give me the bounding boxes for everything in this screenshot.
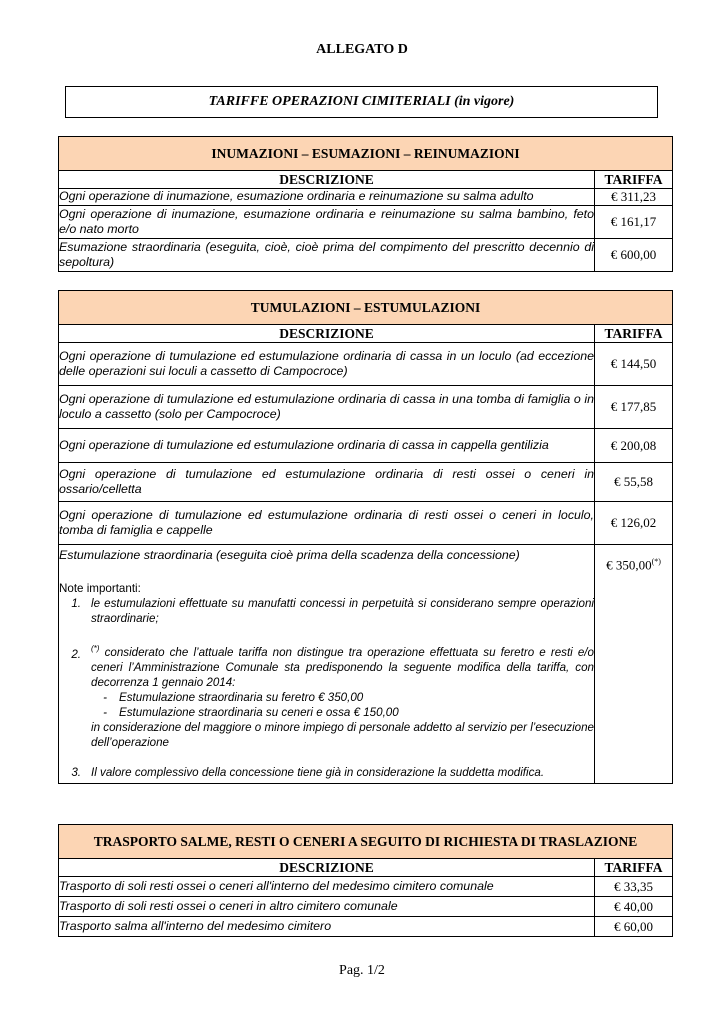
table-row [59,897,673,917]
note-number: 2. [71,647,81,661]
table-row [59,206,673,239]
row-price: € 55,58 [595,463,673,502]
row-description: Ogni operazione di tumulazione ed estumulazione ordinaria di resti ossei o ceneri in loculo, tomba di famiglia e cappelle [59,502,595,545]
note-number: 1. [71,596,81,610]
row-price: € 600,00 [595,239,673,272]
table-row [59,917,673,937]
tariff-table-tumulazioni [58,290,673,784]
note-dash-text: Estumulazione straordinaria su ceneri e ossa € 150,00 [119,705,399,719]
column-header-description: DESCRIZIONE [59,859,595,877]
document-heading: ALLEGATO D [316,42,408,57]
row-description: Ogni operazione di tumulazione ed estumulazione ordinaria di cassa in una tomba di famiglia o in loculo a cassetto (solo per Campocroce) [59,386,595,429]
document-subtitle-box [65,86,658,118]
row-description: Ogni operazione di inumazione, esumazione ordinaria e reinumazione su salma bambino, feto e/o nato morto [59,206,595,239]
column-header-description: DESCRIZIONE [59,325,595,343]
tariff-table-inumazioni [58,136,673,272]
row-description: Ogni operazione di tumulazione ed estumulazione ordinaria di resti ossei o ceneri in ossario/celletta [59,463,595,502]
table-row [59,239,673,272]
note-2 [59,641,594,750]
note-text-tail: in considerazione del maggiore o minore impiego di personale addetto al servizio per l’esecuzione dell’operazione [91,720,594,749]
dash-bullet: - [103,690,107,704]
note-number: 3. [71,765,81,779]
section-title: TRASPORTO SALME, RESTI O CENERI A SEGUITO DI RICHIESTA DI TRASLAZIONE [59,825,673,859]
note-text: Il valore complessivo della concessione tiene già in considerazione la suddetta modifica. [91,765,545,779]
document-subtitle: TARIFFE OPERAZIONI CIMITERIALI (in vigore) [208,94,515,109]
note-3 [59,765,594,780]
column-header-tariff: TARIFFA [595,325,673,343]
section-title: INUMAZIONI – ESUMAZIONI – REINUMAZIONI [59,137,673,171]
notes-intro: Note importanti: [59,581,141,595]
table-row [59,545,673,784]
row-price [595,545,673,784]
column-header-description: DESCRIZIONE [59,171,595,189]
row-price: € 311,23 [595,189,673,206]
row-price: € 161,17 [595,206,673,239]
row-price: € 144,50 [595,343,673,386]
row-price: € 33,35 [595,877,673,897]
note-dash-item [91,705,594,720]
table-row [59,429,673,463]
page-number: Pag. 1/2 [339,963,385,978]
column-header-tariff: TARIFFA [595,171,673,189]
note-1 [59,596,594,626]
row-description: Esumazione straordinaria (eseguita, cioè, cioè prima del compimento del prescritto decennio di sepoltura) [59,239,595,272]
row-description: Trasporto di soli resti ossei o ceneri in altro cimitero comunale [59,897,595,917]
price-mark: (*) [651,557,661,566]
dash-bullet: - [103,705,107,719]
column-header-tariff: TARIFFA [595,859,673,877]
row-price: € 60,00 [595,917,673,937]
tariff-table-trasporto [58,824,673,937]
table-row [59,877,673,897]
section-title: TUMULAZIONI – ESTUMULAZIONI [59,291,673,325]
row-price: € 40,00 [595,897,673,917]
row-description: Estumulazione straordinaria (eseguita cioè prima della scadenza della concessione) [59,548,520,563]
note-text: le estumulazioni effettuate su manufatti concessi in perpetuità si considerano sempre operazioni straordinarie; [91,596,594,625]
row-price: € 177,85 [595,386,673,429]
table-row [59,463,673,502]
table-row [59,189,673,206]
row-price: € 126,02 [595,502,673,545]
extraordinary-row-with-notes [59,545,595,784]
note-mark: (*) [91,643,100,653]
row-description: Trasporto salma all'interno del medesimo cimitero [59,917,595,937]
note-text: considerato che l’attuale tariffa non distingue tra operazione effettuata su feretro e resti e/o ceneri l’Amministrazione Comunale sta predisponendo la seguente modifica della tariffa, con decorrenza 1 gennaio 2014: [91,645,594,689]
row-description: Ogni operazione di tumulazione ed estumulazione ordinaria di cassa in un loculo (ad eccezione delle operazioni sui loculi a cassetto di Campocroce) [59,343,595,386]
table-row [59,502,673,545]
row-description: Ogni operazione di inumazione, esumazione ordinaria e reinumazione su salma adulto [59,189,595,206]
row-price: € 200,08 [595,429,673,463]
row-description: Trasporto di soli resti ossei o ceneri all'interno del medesimo cimitero comunale [59,877,595,897]
table-row [59,386,673,429]
table-row [59,343,673,386]
row-description: Ogni operazione di tumulazione ed estumulazione ordinaria di cassa in cappella gentilizia [59,429,595,463]
note-dash-text: Estumulazione straordinaria su feretro € 350,00 [119,690,364,704]
price-value: € 350,00 [606,557,652,573]
note-dash-item [91,690,594,705]
